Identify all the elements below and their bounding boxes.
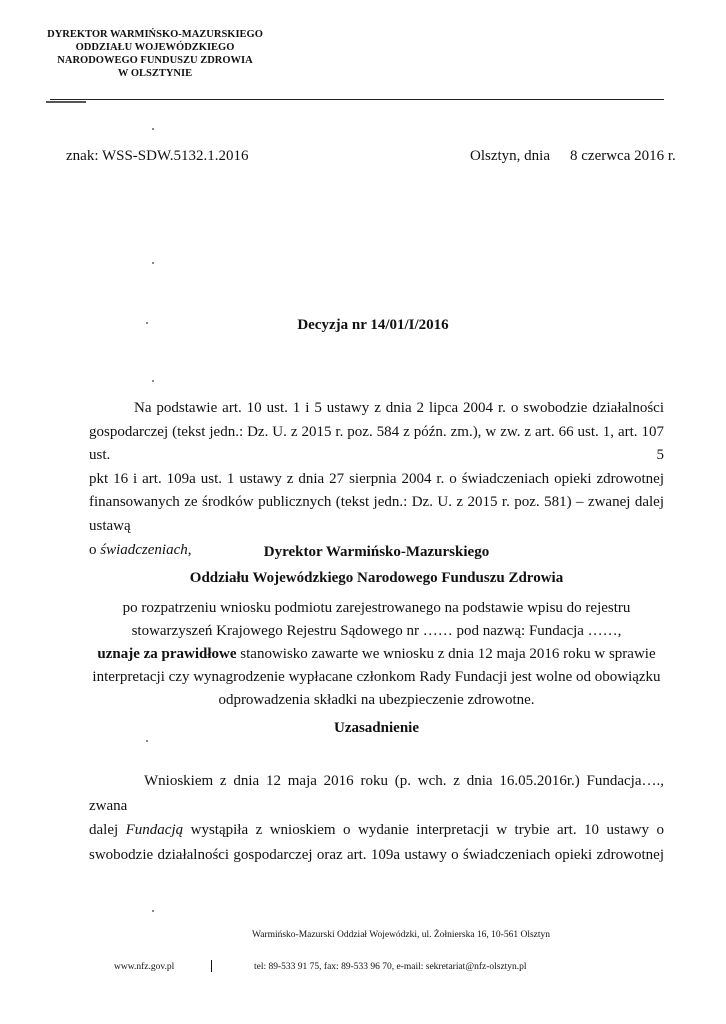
defined-term: świadczeniach,: [100, 541, 192, 558]
footer-separator: [211, 960, 212, 972]
ruling-line: stowarzyszeń Krajowego Rejestru Sądowego nr …… pod nazwą: Fundacja ……,: [131, 623, 622, 639]
decision-title: Decyzja nr 14/01/I/2016: [297, 317, 449, 333]
scan-speck: [152, 128, 154, 130]
header-divider: [50, 99, 664, 100]
case-reference: znak: WSS-SDW.5132.1.2016: [66, 148, 249, 164]
ruling-line: interpretacji czy wynagrodzenie wypłacane członkom Rady Fundacji jest wolne od obowiązku: [92, 669, 661, 685]
place-and-date: [470, 148, 676, 165]
place-label: Olsztyn, dnia: [470, 148, 550, 164]
ruling-line: odprowadzenia składki na ubezpieczenie zdrowotne.: [218, 692, 535, 708]
ruling-line: po rozpatrzeniu wniosku podmiotu zarejestrowanego na podstawie wpisu do rejestru: [122, 600, 631, 616]
legal-basis-line: finansowanych ze środków publicznych (tekst jedn.: Dz. U. z 2015 r. poz. 581) – zwanej dalej ustawą: [89, 494, 664, 534]
document-date: 8 czerwca 2016 r.: [570, 148, 676, 164]
legal-basis-line: Na podstawie art. 10 ust. 1 i 5 ustawy z dnia 2 lipca 2004 r. o swobodzie działalności: [134, 400, 664, 416]
defined-term: Fundacją: [125, 822, 184, 838]
justification-line: swobodzie działalności gospodarczej oraz art. 109a ustawy o świadczeniach opieki zdrowotnej: [89, 846, 664, 863]
issuer-line-1: DYREKTOR WARMIŃSKO-MAZURSKIEGO: [47, 29, 263, 40]
issuer-line-3: NARODOWEGO FUNDUSZU ZDROWIA: [57, 55, 253, 66]
scan-speck: [146, 322, 148, 324]
justification-line: Wnioskiem z dnia 12 maja 2016 roku (p. wch. z dnia 16.05.2016r.) Fundacja…., zwana: [89, 773, 664, 814]
footer-contact: tel: 89-533 91 75, fax: 89-533 96 70, e-mail: sekretariat@nfz-olsztyn.pl: [254, 962, 527, 972]
authority-name: Dyrektor Warmińsko-Mazurskiego: [263, 544, 490, 560]
footer-address: Warmińsko-Mazurski Oddział Wojewódzki, ul. Żołnierska 16, 10-561 Olsztyn: [252, 930, 551, 940]
legal-basis-line: pkt 16 i art. 109a ust. 1 ustawy z dnia 27 sierpnia 2004 r. o świadczeniach opieki zdrowotnej: [89, 470, 664, 487]
legal-basis-paragraph: [89, 397, 664, 562]
ruling-line: uznaje za prawidłowe stanowisko zawarte we wniosku z dnia 12 maja 2016 roku w sprawie: [97, 646, 656, 662]
legal-basis-line: gospodarczej (tekst jedn.: Dz. U. z 2015 r. poz. 584 z późn. zm.), w zw. z art. 66 ust. 1, art. 107 ust. 5: [89, 423, 664, 464]
scan-speck: [152, 910, 154, 912]
legal-basis-line: o świadczeniach,: [89, 541, 192, 558]
scan-speck: [152, 380, 154, 382]
header-rule-mark: [46, 101, 86, 103]
footer-website: www.nfz.gov.pl: [114, 962, 175, 972]
justification-heading: Uzasadnienie: [333, 720, 419, 736]
scan-speck: [146, 740, 148, 742]
issuer-line-2: ODDZIAŁU WOJEWÓDZKIEGO: [75, 42, 235, 53]
ruling-verdict: uznaje za prawidłowe: [97, 646, 237, 662]
scan-speck: [152, 262, 154, 264]
issuer-line-4: W OLSZTYNIE: [117, 68, 193, 79]
justification-line: dalej Fundacją wystąpiła z wnioskiem o wydanie interpretacji w trybie art. 10 ustawy o: [89, 822, 665, 838]
justification-paragraph: [89, 769, 664, 867]
authority-division: Oddziału Wojewódzkiego Narodowego Funduszu Zdrowia: [189, 570, 564, 586]
issuer-header: [40, 28, 270, 80]
ruling-paragraph: [89, 597, 664, 712]
